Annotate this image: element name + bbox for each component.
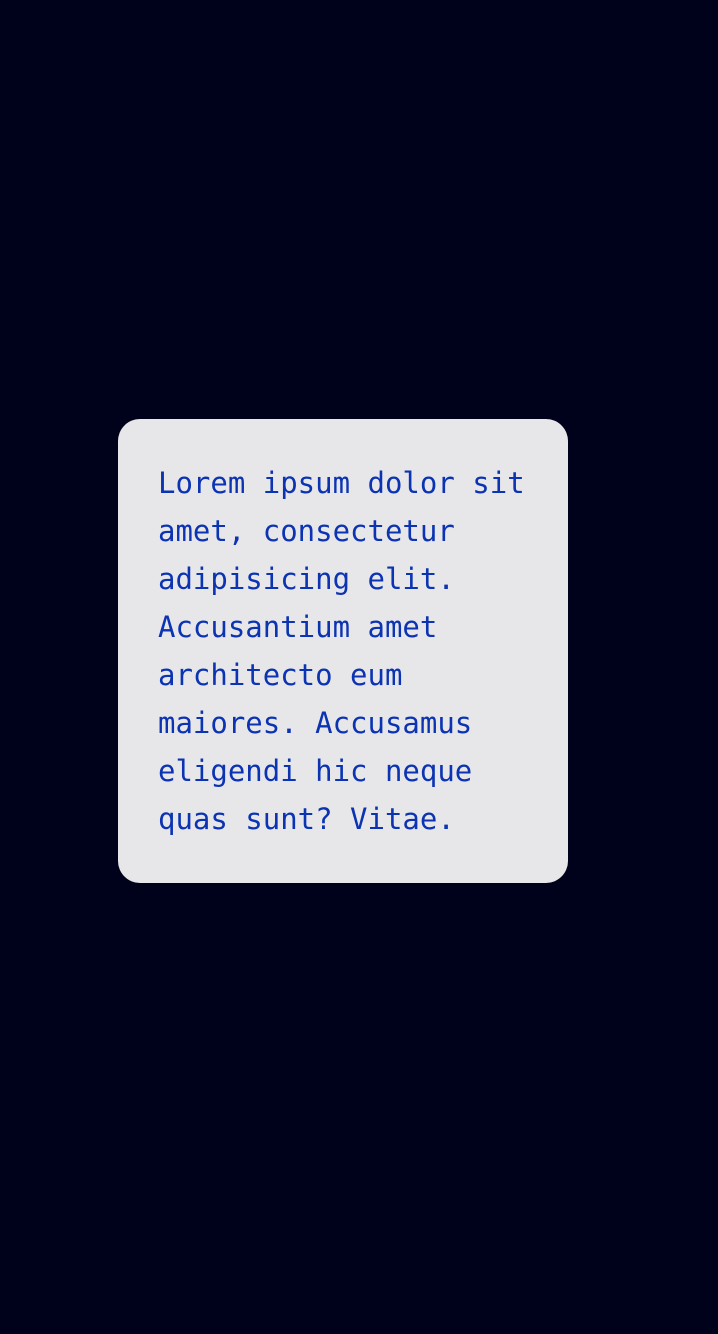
text-card xyxy=(118,419,568,883)
card-paragraph: Lorem ipsum dolor sit amet, consectetur adipisicing elit. Accusantium amet architecto eum maiores. Accusamus eligendi hic neque quas sunt? Vitae. xyxy=(158,466,525,836)
